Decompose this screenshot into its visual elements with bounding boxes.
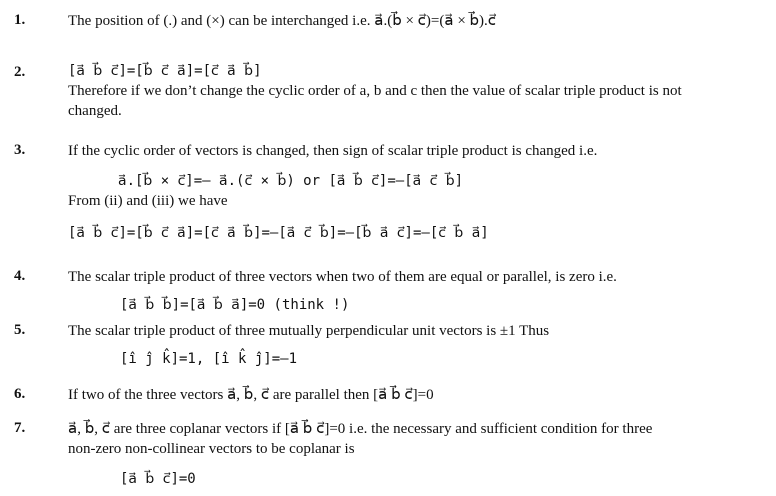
formula: [î ĵ k̂]=1, [î k̂ ĵ]=–1: [120, 351, 298, 367]
item-text: From (ii) and (iii) we have: [68, 193, 228, 209]
item-number: 5.: [14, 322, 26, 338]
formula: a⃗.[b⃗ × c⃗]=– a⃗.(c⃗ × b⃗) or [a⃗ b⃗ c⃗]=–[a⃗ c⃗ b⃗]: [118, 173, 464, 189]
formula: [a⃗ b⃗ c⃗]=0: [120, 471, 196, 487]
item-number: 1.: [14, 12, 26, 28]
item-number: 7.: [14, 420, 26, 436]
item-text: changed.: [68, 103, 122, 119]
item-text: Therefore if we don’t change the cyclic order of a, b and c then the value of scalar triple product is not: [68, 83, 682, 99]
item-number: 2.: [14, 64, 26, 80]
item-text: If the cyclic order of vectors is changed, then sign of scalar triple product is changed i.e.: [68, 143, 598, 159]
formula: [a⃗ b⃗ c⃗]=[b⃗ c⃗ a⃗]=[c⃗ a⃗ b⃗]: [68, 63, 262, 79]
item-text: a⃗, b⃗, c⃗ are three coplanar vectors if [a⃗ b⃗ c⃗]=0 i.e. the necessary and sufficient condition for three: [68, 421, 653, 437]
item-text: non-zero non-collinear vectors to be coplanar is: [68, 441, 355, 457]
item-text: The scalar triple product of three mutually perpendicular unit vectors is ±1 Thus: [68, 323, 550, 339]
item-number: 4.: [14, 268, 26, 284]
item-text: If two of the three vectors a⃗, b⃗, c⃗ are parallel then [a⃗ b⃗ c⃗]=0: [68, 387, 434, 403]
item-text: The scalar triple product of three vectors when two of them are equal or parallel, is zero i.e.: [68, 269, 617, 285]
item-text: The position of (.) and (×) can be interchanged i.e. a⃗.(b⃗ × c⃗)=(a⃗ × b⃗).c⃗: [68, 13, 497, 29]
formula: [a⃗ b⃗ c⃗]=[b⃗ c⃗ a⃗]=[c⃗ a⃗ b⃗]=–[a⃗ c⃗ b⃗]=–[b⃗ a⃗ c⃗]=–[c⃗ b⃗ a⃗]: [68, 225, 489, 241]
formula: [a⃗ b⃗ b⃗]=[a⃗ b⃗ a⃗]=0 (think !): [120, 297, 350, 313]
item-number: 6.: [14, 386, 26, 402]
item-number: 3.: [14, 142, 26, 158]
